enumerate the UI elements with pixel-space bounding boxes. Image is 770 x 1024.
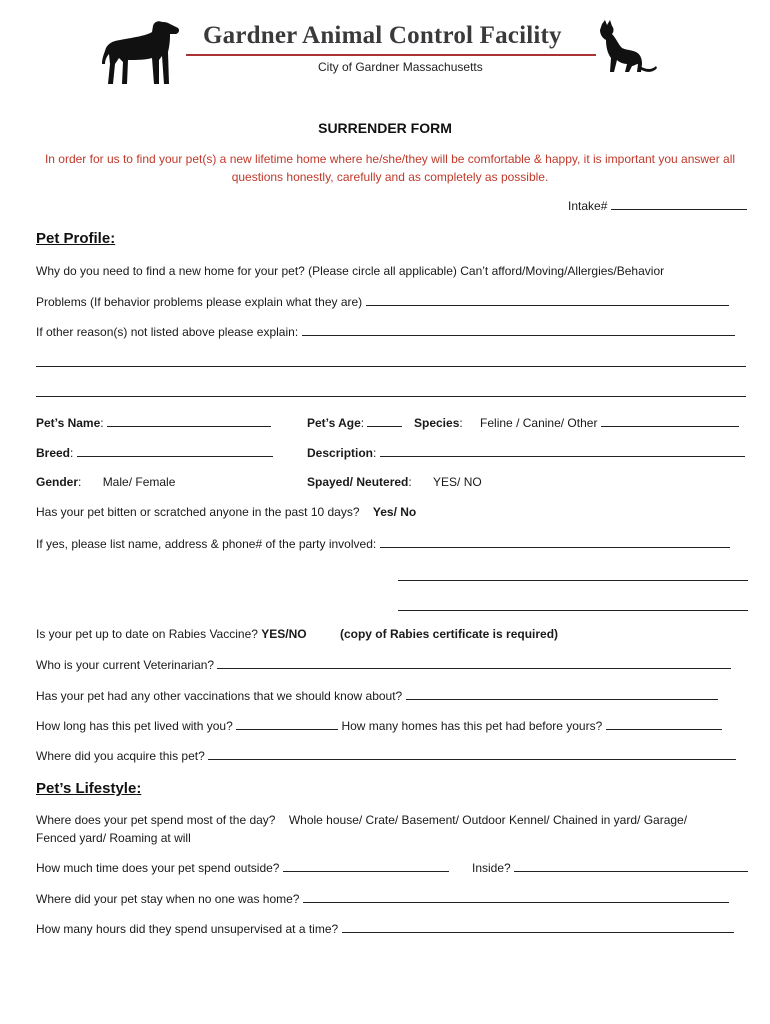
party-input-line-2[interactable] [398, 580, 748, 581]
q-other-reason[interactable]: If other reason(s) not listed above please explain: [36, 324, 735, 340]
species-other-input-line[interactable] [601, 415, 739, 427]
pet-profile-heading: Pet Profile: [36, 230, 116, 247]
q-day-spend-cont: Fenced yard/ Roaming at will [36, 831, 191, 845]
q-veterinarian[interactable]: Who is your current Veterinarian? [36, 657, 731, 673]
q-unsupervised[interactable]: How many hours did they spend unsupervised at a time? [36, 921, 734, 937]
intake-field[interactable] [568, 198, 747, 214]
city-subtitle: City of Gardner Massachusetts [318, 60, 483, 74]
party-input-line-3[interactable] [398, 610, 748, 611]
title-divider [186, 54, 596, 56]
pet-name-input-line[interactable] [107, 415, 271, 427]
q-rabies[interactable]: Is your pet up to date on Rabies Vaccine? YES/NO (copy of Rabies certificate is required) [36, 627, 559, 641]
q-no-one-home[interactable]: Where did your pet stay when no one was home? [36, 891, 729, 907]
form-intro: In order for us to find your pet(s) a new lifetime home where he/she/they will be comfortable & happy, it is important you answer all questions honestly, carefully and as completely as possible. [44, 152, 736, 184]
cat-silhouette-icon [596, 18, 658, 74]
other-reason-line-2[interactable] [36, 366, 746, 367]
gender-field[interactable]: Gender: Male/ Female [36, 475, 176, 489]
vaccinations-input-line[interactable] [406, 688, 718, 700]
breed-field[interactable]: Breed: [36, 445, 273, 461]
how-many-homes-input-line[interactable] [606, 718, 722, 730]
party-input-line-1[interactable] [380, 536, 730, 548]
outside-input-line[interactable] [283, 860, 449, 872]
form-title: SURRENDER FORM [318, 120, 452, 136]
q-reason-line1: Why do you need to find a new home for your pet? (Please circle all applicable) Can’t afford/Moving/Allergies/Behavior [36, 264, 665, 278]
pet-age-input-line[interactable] [367, 415, 402, 427]
facility-name: Gardner Animal Control Facility [203, 22, 562, 49]
veterinarian-input-line[interactable] [217, 657, 731, 669]
other-reason-input-line[interactable] [302, 324, 735, 336]
behavior-problems-input-line[interactable] [366, 294, 729, 306]
how-long-input-line[interactable] [236, 718, 338, 730]
dog-silhouette-icon [100, 18, 184, 88]
q-party-involved[interactable]: If yes, please list name, address & phone# of the party involved: [36, 536, 730, 552]
q-reason-line2[interactable]: Problems (If behavior problems please explain what they are) [36, 294, 729, 310]
acquire-input-line[interactable] [208, 748, 736, 760]
q-acquire[interactable]: Where did you acquire this pet? [36, 748, 736, 764]
species-field[interactable]: Species: Feline / Canine/ Other [414, 415, 739, 431]
q-day-spend[interactable]: Where does your pet spend most of the day? Whole house/ Crate/ Basement/ Outdoor Kennel/ Chained in yard/ Garage/ [36, 813, 688, 827]
pet-age-field[interactable]: Pet’s Age: [307, 415, 402, 431]
spayed-neutered-field[interactable]: Spayed/ Neutered: YES/ NO [307, 475, 482, 489]
q-vaccinations[interactable]: Has your pet had any other vaccinations that we should know about? [36, 688, 718, 704]
other-reason-line-3[interactable] [36, 396, 746, 397]
q-time-outside[interactable]: How much time does your pet spend outside? [36, 860, 449, 876]
intake-input-line[interactable] [611, 198, 747, 210]
description-input-line[interactable] [380, 445, 745, 457]
no-one-home-input-line[interactable] [303, 891, 729, 903]
inside-input-line[interactable] [514, 860, 748, 872]
q-time-inside[interactable]: Inside? [472, 860, 748, 876]
q-bitten[interactable]: Has your pet bitten or scratched anyone in the past 10 days? Yes/ No [36, 505, 417, 519]
lifestyle-heading: Pet’s Lifestyle: [36, 780, 142, 797]
pet-name-field[interactable]: Pet’s Name: [36, 415, 271, 431]
description-field[interactable]: Description: [307, 445, 745, 461]
unsupervised-input-line[interactable] [342, 921, 734, 933]
q-how-long[interactable]: How long has this pet lived with you? How many homes has this pet had before yours? [36, 718, 722, 734]
intake-label: Intake# [568, 199, 608, 213]
breed-input-line[interactable] [77, 445, 273, 457]
